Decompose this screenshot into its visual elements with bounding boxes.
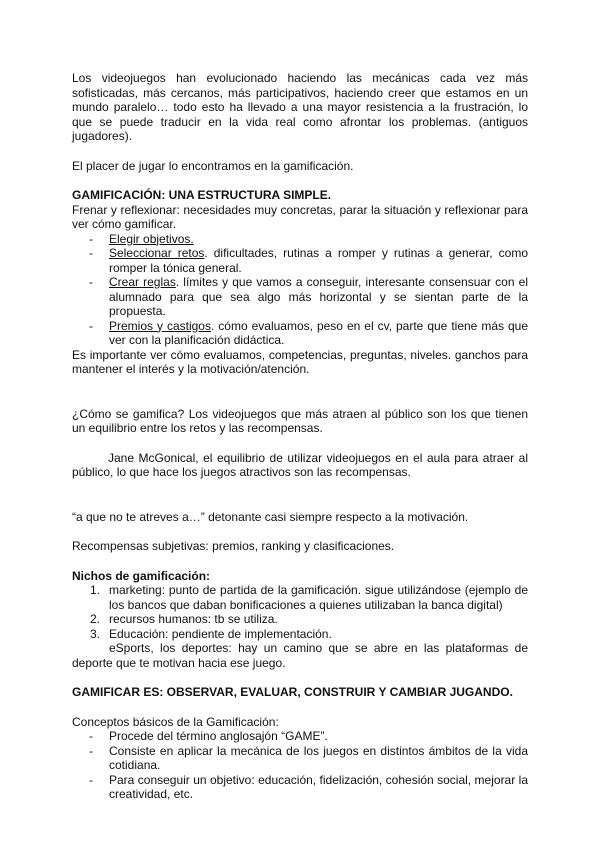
concepts-list [72, 729, 528, 802]
esports-paragraph: eSports, los deportes: hay un camino que se abre en las plataformas de deporte que te motivan hacia ese juego. [72, 641, 528, 670]
list-marker: 2. [90, 612, 101, 626]
document-body [72, 71, 528, 802]
list-item [72, 319, 528, 348]
list-item [72, 627, 528, 642]
list-marker: - [89, 231, 93, 246]
list-item-term: Premios y castigos [109, 318, 211, 333]
mcgonical-paragraph: Jane McGonical, el equilibrio de utilizar videojuegos en el aula para atraer al público, lo que hace los juegos atractivos son las recompensas. [72, 450, 528, 479]
intro-paragraph: Los videojuegos han evolucionado haciendo las mecánicas cada vez más sofisticadas, más cercanos, más participativos, haciendo creer que estamos en un mundo paralelo… todo esto ha llevado a una mayor resistencia a la frustración, lo que se puede traducir en la vida real como afrontar los problemas. (antiguos jugadores). [72, 71, 528, 143]
list-marker: - [89, 772, 93, 787]
list-item-text: recursos humanos: tb se utiliza. [109, 612, 278, 626]
how-gamify-paragraph: ¿Cómo se gamifica? Los videojuegos que más atraen al público son los que tienen un equilibrio entre los retos y las recompensas. [72, 406, 528, 435]
list-marker: - [89, 743, 93, 758]
evaluation-paragraph: Es importante ver cómo evaluamos, competencias, preguntas, niveles. ganchos para mantener el interés y la motivación/atención. [72, 347, 528, 376]
list-item-text: marketing: punto de partida de la gamificación. sigue utilizándose (ejemplo de los bancos que daban bonificaciones a quienes utilizaban la banca digital) [109, 583, 528, 612]
list-marker: - [89, 729, 93, 743]
list-item-term: Seleccionar retos [109, 246, 205, 260]
section-heading-niches: Nichos de gamificación: [72, 568, 211, 583]
list-item-text: . dificultades, rutinas a romper y rutinas a generar, como romper la tónica general. [109, 246, 529, 275]
section-heading-gamificar: GAMIFICAR ES: OBSERVAR, EVALUAR, CONSTRUIR Y CAMBIAR JUGANDO. [72, 685, 513, 699]
list-item [72, 583, 528, 612]
niches-list [72, 583, 528, 641]
dare-paragraph: “a que no te atreves a…” detonante casi siempre respecto a la motivación. [72, 509, 469, 524]
list-marker: 3. [90, 626, 101, 641]
list-marker: - [89, 318, 93, 333]
list-marker: - [89, 275, 93, 289]
list-item [72, 232, 528, 247]
list-item-text: Procede del término anglosajón “GAME”. [109, 729, 328, 743]
list-item-text: Para conseguir un objetivo: educación, fidelización, cohesión social, mejorar la creatividad, etc. [109, 772, 528, 801]
list-item [72, 773, 528, 802]
reflect-paragraph: Frenar y reflexionar: necesidades muy concretas, parar la situación y reflexionar para ver cómo gamificar. [72, 202, 528, 231]
list-item-term: Crear reglas [109, 275, 176, 289]
list-item-text: Educación: pendiente de implementación. [109, 626, 332, 641]
list-item [72, 612, 528, 627]
list-item-text: . cómo evaluamos, peso en el cv, parte que tiene más que ver con la planificación didáctica. [109, 318, 528, 347]
list-item [72, 246, 528, 275]
section-heading-structure: GAMIFICACIÓN: UNA ESTRUCTURA SIMPLE. [72, 188, 332, 202]
list-item [72, 275, 528, 319]
list-item-term: Elegir objetivos. [109, 231, 194, 246]
steps-list [72, 232, 528, 348]
list-marker: 1. [90, 583, 101, 597]
list-item [72, 744, 528, 773]
list-item-text: Consiste en aplicar la mecánica de los juegos en distintos ámbitos de la vida cotidiana. [109, 743, 528, 772]
list-marker: - [89, 246, 93, 260]
concepts-paragraph: Conceptos básicos de la Gamificación: [72, 714, 279, 729]
rewards-paragraph: Recompensas subjetivas: premios, ranking y clasificaciones. [72, 539, 395, 553]
list-item [72, 729, 528, 744]
pleasure-paragraph: El placer de jugar lo encontramos en la gamificación. [72, 158, 354, 173]
list-item-text: . límites y que vamos a conseguir, interesante consensuar con el alumnado para que sea algo más horizontal y se sientan parte de la propuesta. [109, 275, 528, 318]
